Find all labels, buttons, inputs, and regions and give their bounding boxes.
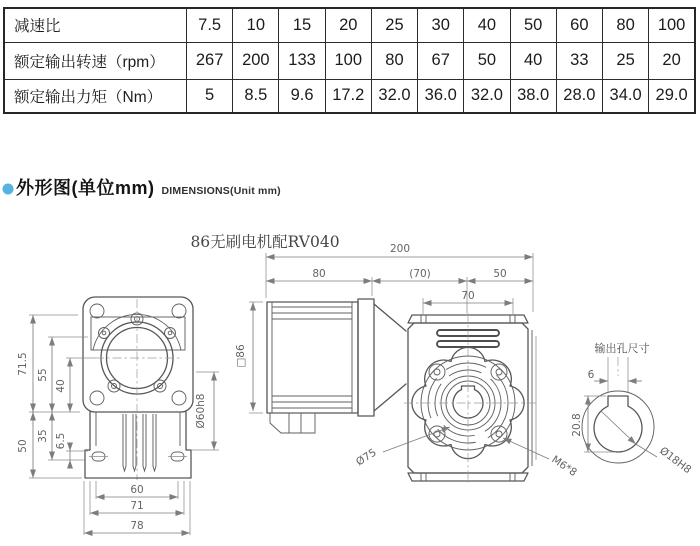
spec-value: 80 [602, 8, 648, 42]
dim-55-label: 55 [37, 368, 49, 382]
side-view [235, 299, 406, 433]
table-row-speed [4, 42, 695, 79]
section-title-en: DIMENSIONS(Unit mm) [161, 184, 281, 197]
spec-value: 25 [371, 8, 417, 42]
dim-spigot-label: Ø60h8 [195, 393, 207, 429]
spec-value: 8.5 [233, 79, 279, 113]
spec-value: 34.0 [602, 79, 648, 113]
spec-value: 7.5 [187, 8, 233, 42]
spec-value: 10 [233, 8, 279, 42]
spec-value: 200 [233, 42, 279, 79]
top-dimensions [266, 243, 533, 314]
row-label-speed: 额定输出转速（rpm） [4, 42, 187, 79]
table-row-ratio [4, 8, 695, 42]
table-row-torque [4, 79, 695, 113]
front-view-dimensions [17, 315, 219, 535]
dim-70-ref-label: (70) [409, 268, 431, 280]
dim-71-5-label: 71.5 [17, 352, 29, 376]
spec-value: 17.2 [325, 79, 371, 113]
dim-hole-height-label: 20.8 [571, 413, 583, 437]
spec-value: 36.0 [418, 79, 464, 113]
spec-value: 100 [325, 42, 371, 79]
section-header [2, 179, 281, 199]
dim-50-top-label: 50 [493, 268, 507, 280]
spec-value: 60 [556, 8, 602, 42]
spec-value: 15 [279, 8, 325, 42]
spec-value: 32.0 [464, 79, 510, 113]
dim-71-label: 71 [130, 500, 144, 512]
spec-value: 28.0 [556, 79, 602, 113]
spec-value: 32.0 [371, 79, 417, 113]
spec-value: 33 [556, 42, 602, 79]
dim-screws-label: M6*8 [549, 453, 579, 479]
spec-value: 67 [418, 42, 464, 79]
output-hole-detail [571, 341, 693, 476]
spec-value: 133 [279, 42, 325, 79]
dim-bore-label: Ø18H8 [657, 444, 694, 477]
dim-35-label: 35 [37, 429, 49, 443]
spec-value: 25 [602, 42, 648, 79]
spec-value: 267 [187, 42, 233, 79]
spec-value: 100 [649, 8, 695, 42]
face-view [354, 313, 579, 483]
dim-70-label: 70 [461, 290, 475, 302]
dim-frame-label: □86 [235, 344, 247, 368]
dim-50-label: 50 [17, 439, 29, 453]
drawing-title: 86无刷电机配RV040 [190, 233, 340, 251]
output-hole-title: 输出孔尺寸 [594, 342, 650, 355]
spec-value: 30 [418, 8, 464, 42]
spec-value: 5 [187, 79, 233, 113]
spec-value: 9.6 [279, 79, 325, 113]
dim-78-label: 78 [130, 520, 144, 532]
row-label-ratio: 减速比 [4, 8, 187, 42]
row-label-torque: 额定输出力矩（Nm） [4, 79, 187, 113]
spec-value: 20 [649, 42, 695, 79]
spec-value: 80 [371, 42, 417, 79]
dim-keyway-width-label: 6 [587, 369, 595, 381]
spec-value: 40 [510, 42, 556, 79]
spec-value: 40 [464, 8, 510, 42]
dim-flange-circle-label: Ø75 [354, 446, 379, 469]
dim-200-label: 200 [389, 243, 411, 255]
dim-80-label: 80 [312, 268, 326, 280]
dim-40-label: 40 [55, 379, 67, 393]
dimensions-drawing [0, 210, 700, 546]
spec-value: 29.0 [649, 79, 695, 113]
section-title-zh: 外形图(单位mm) [16, 178, 155, 198]
spec-value: 20 [325, 8, 371, 42]
dim-60-label: 60 [130, 484, 144, 496]
spec-value: 50 [510, 8, 556, 42]
spec-table [3, 7, 696, 114]
spec-value: 38.0 [510, 79, 556, 113]
section-bullet-icon [2, 183, 14, 195]
front-view [83, 297, 193, 480]
dim-6-5-label: 6.5 [55, 432, 67, 450]
spec-value: 50 [464, 42, 510, 79]
